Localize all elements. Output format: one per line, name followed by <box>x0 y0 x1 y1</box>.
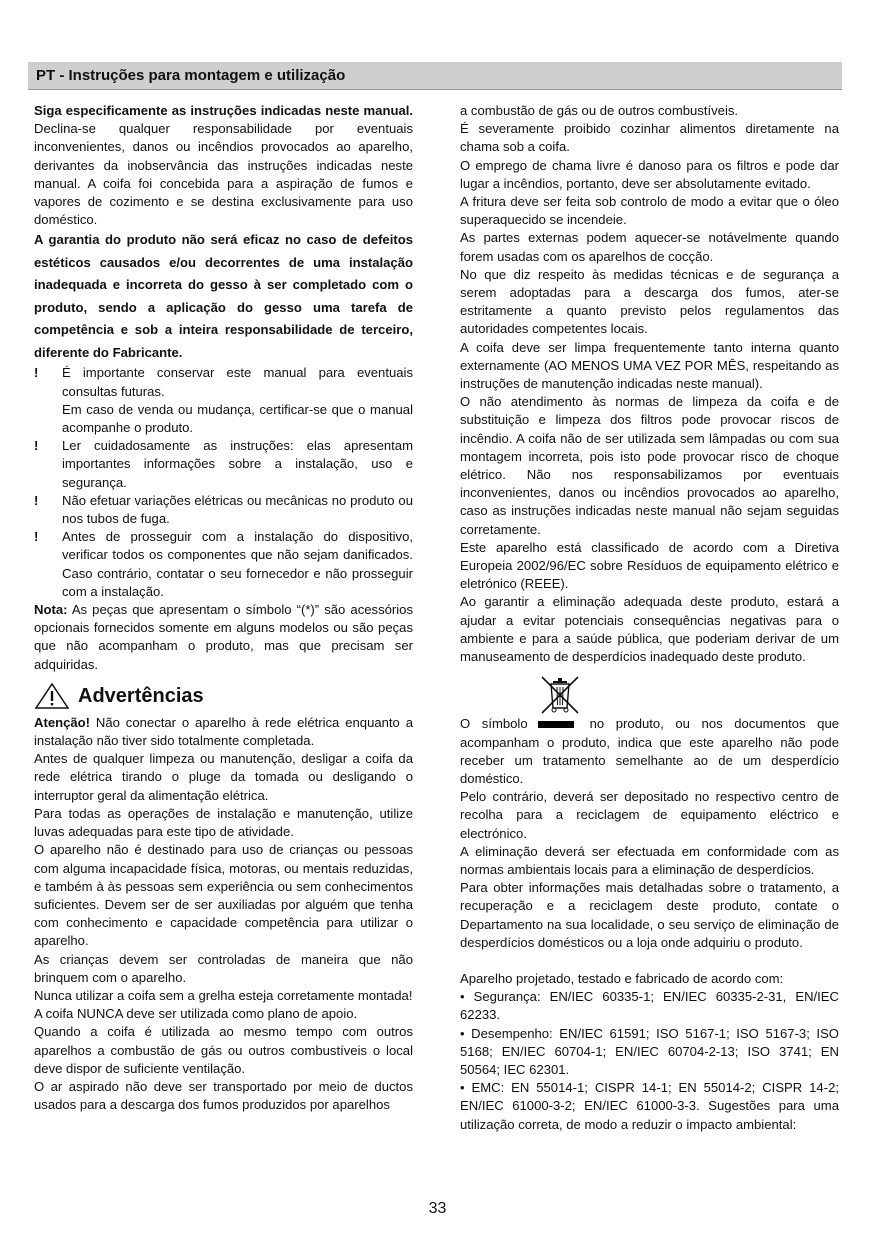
warning-paragraph: As partes externas podem aquecer-se notávelmente quando forem usadas com os aparelhos de cocção. <box>460 230 839 264</box>
warning-paragraph: As crianças devem ser controladas de maneira que não brinquem com o aparelho. <box>34 951 413 985</box>
exclamation-mark: ! <box>34 529 39 545</box>
atencao-paragraph <box>34 714 413 750</box>
disposal-paragraph: A eliminação deverá ser efectuada em conformidade com as normas ambientais locais para a eliminação de desperdícios. <box>460 843 839 877</box>
atencao-label: Atenção! <box>34 714 91 730</box>
warning-paragraph: A fritura deve ser feita sob controlo de modo a evitar que o óleo superaquecido se incendeie. <box>460 194 839 228</box>
bullet-item <box>34 437 413 492</box>
bullet-text: É importante conservar este manual para eventuais consultas futuras. <box>62 365 413 399</box>
symbol-paragraph <box>460 715 839 788</box>
bullet-continuation: Em caso de venda ou mudança, certificar-se que o manual acompanhe o produto. <box>62 401 413 436</box>
warning-paragraph: a combustão de gás ou de outros combustíveis. <box>460 103 739 118</box>
warnings-heading <box>34 682 413 710</box>
symbol-before: O símbolo <box>460 716 528 732</box>
symbol-after: no produto, ou nos documentos que acompanham o produto, indica que este aparelho não pode receber um tratamento semelhante ao de um desperdício doméstico. <box>460 716 840 786</box>
bullet-item <box>34 492 413 528</box>
weee-symbol <box>538 675 839 715</box>
weee-paragraph: Este aparelho está classificado de acordo com a Diretiva Europeia 2002/96/EC sobre Resíduos de equipamento elétrico e eletrónico (REEE). <box>460 539 839 592</box>
weee-paragraph: Ao garantir a eliminação adequada deste produto, estará a ajudar a evitar potenciais consequências negativas para o ambiente e para a saúde pública, que poderiam derivar de um manuseamento de desperdícios inadequado deste produto. <box>460 594 839 665</box>
warranty-paragraph: A garantia do produto não será eficaz no caso de defeitos estéticos causados e/ou decorrentes de uma instalação inadequada e incorreta do gesso à ser completado com o produto, sendo a aplicação do gesso uma tarefa de competência e sob a inteira responsabilidade de terceiro, diferente do Fabricante. <box>34 232 413 360</box>
warning-paragraph: O ar aspirado não deve ser transportado por meio de ductos usados para a descarga dos fumos produzidos por aparelhos <box>34 1078 413 1113</box>
compliance-item: • Desempenho: EN/IEC 61591; ISO 5167-1; ISO 5167-3; ISO 5168; EN/IEC 60704-1; EN/IEC 60704-2-13; ISO 3741; EN 50564; IEC 62301. <box>460 1025 839 1077</box>
compliance-paragraph: Aparelho projetado, testado e fabricado de acordo com: <box>460 970 784 986</box>
nota-text: As peças que apresentam o símbolo “(*)” são acessórios opcionais fornecidos somente em alguns modelos ou são peças que não acompanham o produto, mas que precisam ser adquiridas. <box>34 602 413 672</box>
warning-paragraph: É severamente proibido cozinhar alimentos diretamente na chama sob a coifa. <box>460 121 839 155</box>
warning-paragraph: A coifa NUNCA deve ser utilizada como plano de apoio. <box>34 1006 358 1022</box>
atencao-text: Não conectar o aparelho à rede elétrica enquanto a instalação não tiver sido totalmente completada. <box>34 714 413 749</box>
warning-paragraph: O emprego de chama livre é danoso para os filtros e pode dar lugar a incêndios, portanto, deve ser absolutamente evitado. <box>460 157 839 191</box>
section-header: PT - Instruções para montagem e utilização <box>28 62 842 90</box>
intro-text: Declina-se qualquer responsabilidade por eventuais inconvenientes, danos ou incêndios provocados ao aparelho, derivantes da inobservância das instruções indicadas neste manual. A coifa foi concebida para a aspiração de fumos e vapores de cozimento e se destina exclusivamente para uso doméstico. <box>34 121 413 228</box>
warning-paragraph: O aparelho não é destinado para uso de crianças ou pessoas com alguma incapacidade física, motoras, ou mentais reduzidas, e também à às pessoas sem experiência ou sem conhecimentos suficientes. Devem ser de ser auxiliadas por alguém que tenha com conhecimento e capacidade competência para utilizar o aparelho. <box>34 842 413 949</box>
right-column <box>460 102 839 1134</box>
bullet-text: Antes de prosseguir com a instalação do dispositivo, verificar todos os componentes que não sejam danificados. Caso contrário, contatar o seu fornecedor e não prosseguir com a instalação. <box>62 529 413 599</box>
page-number: 33 <box>428 1200 447 1217</box>
warning-paragraph: A coifa deve ser limpa frequentemente tanto interna quanto externamente (AO MENOS UMA VEZ POR MÊS, respeitando as instruções de manutenção indicadas neste manual). <box>460 339 839 392</box>
warning-paragraph: No que diz respeito às medidas técnicas e de segurança a serem adoptadas para a descarga dos fumos, ater-se estritamente a quanto previsto pelos regulamentos das autoridades competentes locais. <box>460 266 839 337</box>
warning-triangle-icon <box>34 682 70 710</box>
warning-paragraph: O não atendimento às normas de limpeza da coifa e de substituição e limpeza dos filtros pode provocar riscos de incêndio. A coifa não de ser utilizada sem lâmpadas ou com sua montagem incorreta, pois isto pode provocar risco de choque elétrico. Não nos responsabilizamos por eventuais inconvenientes, danos ou incêndios provocados ao aparelho, caso as instruções indicadas neste manual não sejam seguidas corretamente. <box>460 394 839 537</box>
warnings-title: Advertências <box>78 684 204 707</box>
warning-paragraph: Nunca utilizar a coifa sem a grelha esteja corretamente montada! <box>34 987 413 1003</box>
left-column <box>34 102 413 1114</box>
exclamation-mark: ! <box>34 438 39 454</box>
warning-paragraph: Quando a coifa é utilizada ao mesmo tempo com outros aparelhos a combustão de gás ou outros combustíveis o local deve dispor de suficiente ventilação. <box>34 1024 413 1076</box>
warning-paragraph: Antes de qualquer limpeza ou manutenção, desligar a coifa da rede elétrica tirando o pluge da tomada ou desligando o interruptor geral da alimentação elétrica. <box>34 751 413 803</box>
warning-paragraph: Para todas as operações de instalação e manutenção, utilize luvas adequadas para este tipo de atividade. <box>34 805 413 840</box>
exclamation-mark: ! <box>34 492 39 508</box>
exclamation-mark: ! <box>34 365 39 381</box>
bullet-text: Ler cuidadosamente as instruções: elas apresentam importantes informações sobre a instalação, uso e segurança. <box>62 438 413 490</box>
disposal-paragraph: Para obter informações mais detalhadas sobre o tratamento, a recuperação e a reciclagem deste produto, contate o Departamento na sua localidade, o seu serviço de eliminação de desperdícios domésticos ou a loja onde adquiriu o produto. <box>460 880 839 950</box>
black-bar-symbol <box>538 721 574 728</box>
bullet-item <box>34 364 413 400</box>
compliance-item: • Segurança: EN/IEC 60335-1; EN/IEC 60335-2-31, EN/IEC 62233. <box>460 989 839 1023</box>
bullet-text: Não efetuar variações elétricas ou mecânicas no produto ou nos tubos de fuga. <box>62 492 413 527</box>
nota-label: Nota: <box>34 602 68 618</box>
disposal-paragraph: Pelo contrário, deverá ser depositado no respectivo centro de recolha para a reciclagem de equipamento eléctrico e electrónico. <box>460 789 839 841</box>
compliance-item: • EMC: EN 55014-1; CISPR 14-1; EN 55014-2; CISPR 14-2; EN/IEC 61000-3-2; EN/IEC 61000-3-3. Sugestões para uma utilização correta, de modo a reduzir o impacto ambiental: <box>460 1080 839 1132</box>
spacer <box>460 952 839 970</box>
nota-paragraph <box>34 601 413 674</box>
bullet-item <box>34 528 413 601</box>
intro-bold: Siga especificamente as instruções indicadas neste manual. <box>34 103 413 118</box>
crossed-bin-icon <box>538 675 582 715</box>
intro-paragraph <box>34 102 413 229</box>
